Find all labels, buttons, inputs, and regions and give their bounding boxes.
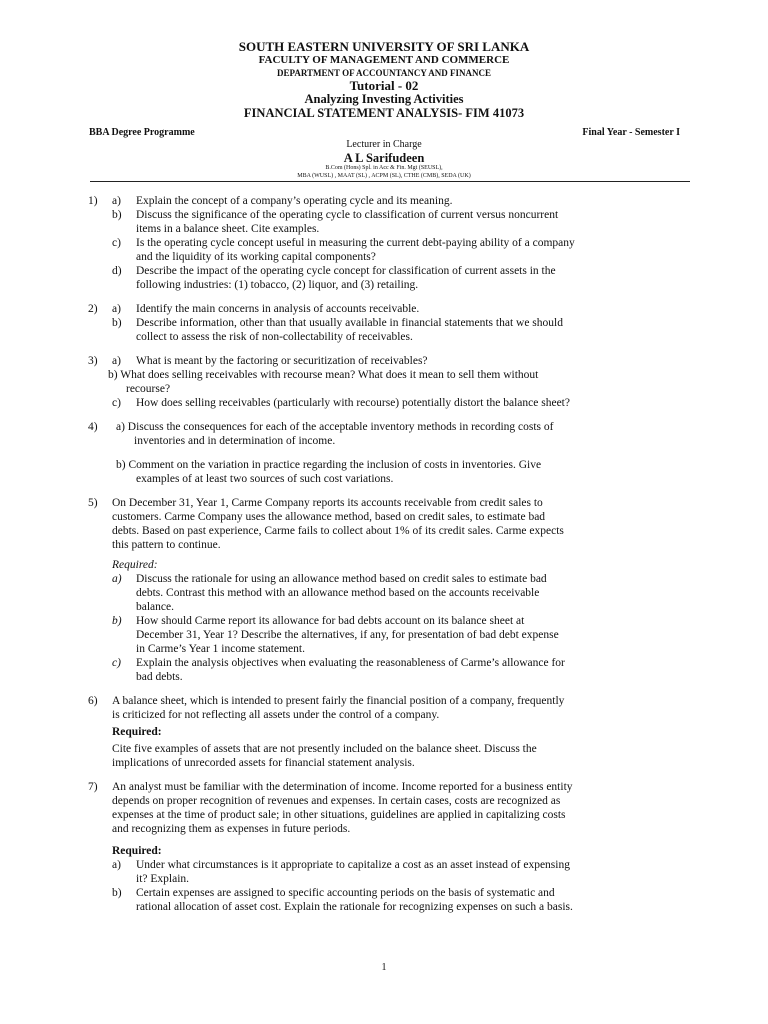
question-5a: a) Discuss the rationale for using an allowance method based on credit sales to estimate bad debts. Contrast this method with an allowance method based on the accounts receivable balance. bbox=[112, 573, 547, 613]
question-4 bbox=[88, 420, 708, 486]
question-number: 4) bbox=[88, 421, 98, 433]
question-7a: a) Under what circumstances is it appropriate to capitalize a cost as an asset instead of expensing it? Explain. bbox=[112, 859, 570, 885]
question-number: 1) bbox=[88, 195, 98, 207]
question-number: 3) bbox=[88, 355, 98, 367]
question-1b: b) Discuss the significance of the operating cycle to classification of current versus noncurrent items in a balance sheet. Cite examples. bbox=[112, 209, 559, 235]
course-title: FINANCIAL STATEMENT ANALYSIS- FIM 41073 bbox=[243, 106, 525, 120]
required-heading: Required: bbox=[112, 726, 162, 738]
department-title: DEPARTMENT OF ACCOUNTANCY AND FINANCE bbox=[276, 68, 492, 78]
question-number: 2) bbox=[88, 303, 98, 315]
question-1c: c) Is the operating cycle concept useful in measuring the current debt-paying ability of a company and the liquidity of its working capital components? bbox=[112, 237, 575, 263]
question-number: 5) bbox=[88, 497, 98, 509]
question-5c: c) Explain the analysis objectives when evaluating the reasonableness of Carme’s allowance for bad debts. bbox=[112, 657, 565, 683]
qualifications-line-2: MBA (WUSL) , MAAT (SL) , ACPM (SL), CTHE (CMB), SEDA (UK) bbox=[297, 173, 471, 179]
lecturer-name: A L Sarifudeen bbox=[343, 151, 425, 165]
question-5b: b) How should Carme report its allowance for bad debts account on its balance sheet at December 31, Year 1? Describe the alternatives, if any, for presentation of bad debt expense in Carme’s Year 1 income statement. bbox=[112, 615, 559, 655]
question-3b: b) What does selling receivables with recourse mean? What does it mean to sell them without recourse? bbox=[108, 369, 539, 395]
qualifications-line-1: B.Com (Hons) Spl. in Acc & Fin. Mgt (SEUSL), bbox=[325, 165, 443, 171]
required-heading: Required: bbox=[112, 559, 158, 571]
question-1 bbox=[88, 194, 708, 292]
programme-name: BBA Degree Programme bbox=[89, 127, 195, 138]
year-semester: Final Year - Semester I bbox=[582, 127, 680, 138]
question-6-required-text: Cite five examples of assets that are not presently included on the balance sheet. Discuss the implications of unrecorded assets for financial statement analysis. bbox=[112, 743, 537, 769]
question-5-text: On December 31, Year 1, Carme Company reports its accounts receivable from credit sales to customers. Carme Company uses the allowance method, based on credit sales, to estimate bad debts. Based on past experience, Carme fails to collect about 1% of its credit sales. Carme expects this pattern to continue. bbox=[112, 497, 564, 551]
question-number: 7) bbox=[88, 781, 98, 793]
question-3a: a) What is meant by the factoring or securitization of receivables? bbox=[112, 355, 428, 367]
question-2b: b) Describe information, other than that usually available in financial statements that we should collect to assess the risk of non-collectability of receivables. bbox=[112, 317, 563, 343]
question-3 bbox=[88, 354, 708, 410]
lecturer-qualifications bbox=[0, 164, 768, 180]
questions bbox=[88, 194, 708, 914]
page-number: 1 bbox=[381, 962, 387, 973]
question-6 bbox=[88, 694, 708, 770]
question-2 bbox=[88, 302, 708, 344]
question-4a: a) Discuss the consequences for each of the acceptable inventory methods in recording costs of inventories and in determination of income. bbox=[116, 421, 554, 447]
lecturer-label: Lecturer in Charge bbox=[346, 139, 422, 150]
university-title: SOUTH EASTERN UNIVERSITY OF SRI LANKA bbox=[238, 39, 530, 54]
question-7-text: An analyst must be familiar with the determination of income. Income reported for a business entity depends on proper recognition of revenues and expenses. In certain cases, costs are recognized as expenses at the time of product sale; in other situations, guidelines are applied in capitalizing costs and recognizing them as expenses in future periods. bbox=[112, 781, 573, 835]
question-1a: a) Explain the concept of a company’s operating cycle and its meaning. bbox=[112, 195, 453, 207]
question-1d: d) Describe the impact of the operating cycle concept for classification of current assets in the following industries: (1) tobacco, (2) liquor, and (3) retailing. bbox=[112, 265, 556, 291]
programme-row bbox=[89, 127, 680, 138]
question-5 bbox=[88, 496, 708, 684]
faculty-title: FACULTY OF MANAGEMENT AND COMMERCE bbox=[258, 54, 510, 66]
question-4b: b) Comment on the variation in practice regarding the inclusion of costs in inventories. Give examples of at least two sources of such cost variations. bbox=[116, 459, 542, 485]
tutorial-title: Tutorial - 02 bbox=[349, 78, 419, 93]
header-divider bbox=[90, 181, 690, 182]
question-7 bbox=[88, 780, 708, 914]
question-6-text: A balance sheet, which is intended to present fairly the financial position of a company, frequently is criticized for not reflecting all assets under the control of a company. bbox=[112, 695, 565, 721]
question-number: 6) bbox=[88, 695, 98, 707]
required-heading: Required: bbox=[112, 845, 162, 857]
topic-title: Analyzing Investing Activities bbox=[304, 92, 464, 106]
question-2a: a) Identify the main concerns in analysis of accounts receivable. bbox=[112, 303, 420, 315]
question-7b: b) Certain expenses are assigned to specific accounting periods on the basis of systematic and rational allocation of asset cost. Explain the rationale for recognizing expenses on such a basis. bbox=[112, 887, 573, 913]
question-3c: c) How does selling receivables (particularly with recourse) potentially distort the balance sheet? bbox=[112, 397, 570, 409]
